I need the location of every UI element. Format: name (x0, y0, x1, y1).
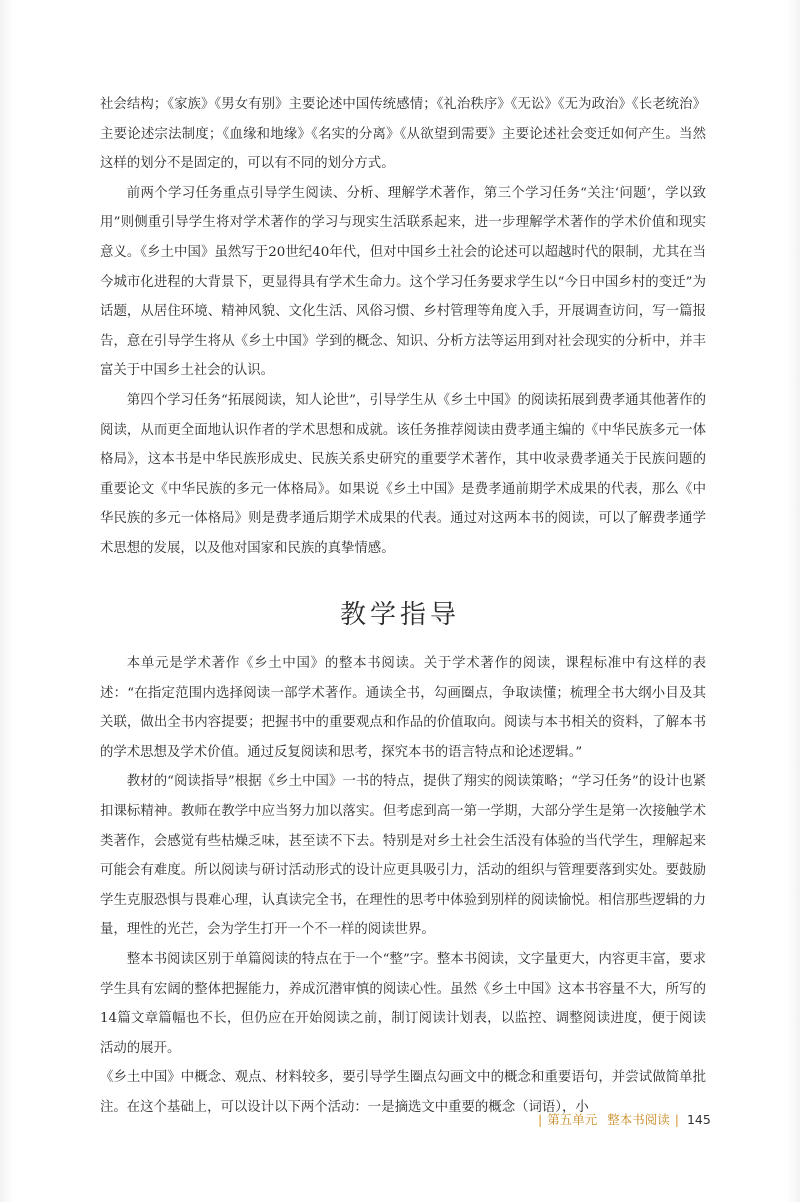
paragraph: 本单元是学术著作《乡土中国》的整本书阅读。关于学术著作的阅读，课程标准中有这样的表述：“在指定范围内选择阅读一部学术著作。通读全书，勾画圈点，争取读懂；梳理全书大纲小目及其关联，做出全书内容提要；把握书中的重要观点和作品的价值取向。阅读与本书相关的资料，了解本书的学术思想及学术价值。通过反复阅读和思考，探究本书的语言特点和论述逻辑。” (100, 656, 706, 760)
paragraph: 《乡土中国》中概念、观点、材料较多，要引导学生圈点勾画文中的概念和重要语句，并尝试做简单批注。在这个基础上，可以设计以下两个活动：一是摘选文中重要的概念（词语），小 (100, 1070, 706, 1115)
text-block-bottom (100, 649, 706, 1123)
paragraph: 前两个学习任务重点引导学生阅读、分析、理解学术著作，第三个学习任务“关注‘问题’，学以致用”则侧重引导学生将对学术著作的学习与现实生活联系起来，进一步理解学术著作的学术价值和现实意义。《乡土中国》虽然写于20世纪40年代，但对中国乡土社会的论述可以超越时代的限制，尤其在当今城市化进程的大背景下，更显得具有学术生命力。这个学习任务要求学生以“今日中国乡村的变迁”为话题，从居住环境、精神风貌、文化生活、风俗习惯、乡村管理等角度入手，开展调查访问，写一篇报告，意在引导学生将从《乡土中国》学到的概念、知识、分析方法等运用到对社会现实的分析中，并丰富关于中国乡土社会的认识。 (100, 185, 706, 379)
paragraph: 第四个学习任务“拓展阅读，知人论世”，引导学生从《乡土中国》的阅读拓展到费孝通其他著作的阅读，从而更全面地认识作者的学术思想和成就。该任务推荐阅读由费孝通主编的《中华民族多元一体格局》，这本书是中华民族形成史、民族关系史研究的重要学术著作，其中收录费孝通关于民族问题的重要论文《中华民族的多元一体格局》。如果说《乡土中国》是费孝通前期学术成果的代表，那么《中华民族的多元一体格局》则是费孝通后期学术成果的代表。通过对这两本书的阅读，可以了解费孝通学术思想的发展，以及他对国家和民族的真挚情感。 (100, 392, 706, 556)
footer-section-label: 整本书阅读 (607, 1112, 670, 1127)
paragraph: 整本书阅读区别于单篇阅读的特点在于一个“整”字。整本书阅读，文字量更大，内容更丰富，要求学生具有宏阔的整体把握能力，养成沉潜审慎的阅读心性。虽然《乡土中国》这本书容量不大，所写的14篇文章篇幅也不长，但仍应在开始阅读之前，制订阅读计划表，以监控、调整阅读进度，便于阅读活动的展开。 (100, 951, 706, 1056)
page-footer (533, 1110, 711, 1128)
footer-divider: | (538, 1112, 543, 1127)
page-number: 145 (686, 1112, 711, 1127)
footer-divider: | (674, 1112, 679, 1127)
footer-unit-label: 第五单元 (547, 1112, 598, 1127)
paragraph: 社会结构；《家族》《男女有别》主要论述中国传统感情；《礼治秩序》《无讼》《无为政治》《长老统治》主要论述宗法制度；《血缘和地缘》《名实的分离》《从欲望到需要》主要论述社会变迁如何产生。当然这样的划分不是固定的，可以有不同的划分方式。 (100, 97, 706, 172)
text-block-top (100, 90, 706, 564)
paragraph: 教材的“阅读指导”根据《乡土中国》一书的特点，提供了翔实的阅读策略；“学习任务”的设计也紧扣课标精神。教师在教学中应当努力加以落实。但考虑到高一第一学期，大部分学生是第一次接触学术类著作，会感觉有些枯燥乏味，甚至读不下去。特别是对乡土社会生活没有体验的当代学生，理解起来可能会有难度。所以阅读与研讨活动形式的设计应更具吸引力，活动的组织与管理要落到实处。要鼓励学生克服恐惧与畏难心理，认真读完全书，在理性的思考中体验到别样的阅读愉悦。相信那些逻辑的力量，理性的光芒，会为学生打开一个不一样的阅读世界。 (100, 774, 706, 938)
section-heading: 教学指导 (339, 600, 460, 630)
